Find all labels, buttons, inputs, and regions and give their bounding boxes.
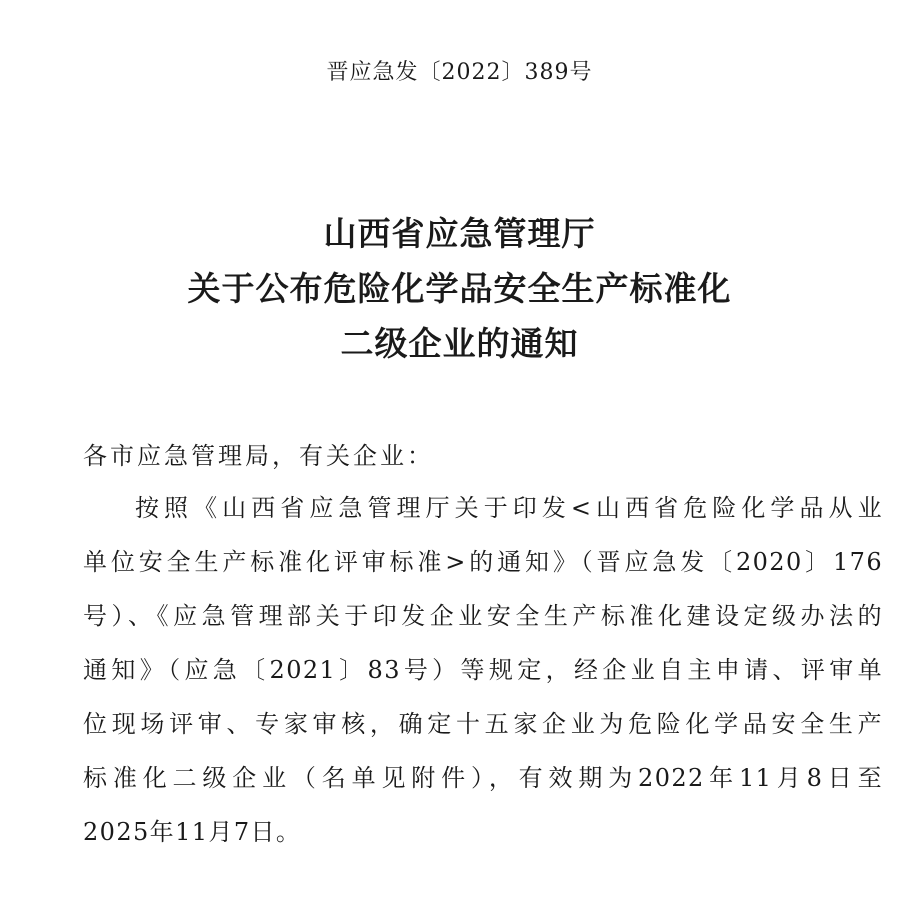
body-line: 标准化二级企业（名单见附件），有效期为2022年11月8日至 [83, 764, 883, 792]
document-title [0, 206, 919, 371]
title-line-2: 关于公布危险化学品安全生产标准化 [187, 269, 732, 308]
body-line: 位现场评审、专家审核，确定十五家企业为危险化学品安全生产 [83, 710, 883, 738]
title-line-3: 二级企业的通知 [340, 324, 579, 363]
body-line: 按照《山西省应急管理厅关于印发<山西省危险化学品从业 [135, 494, 883, 522]
body-line: 2025年11月7日。 [83, 818, 302, 846]
body-line: 单位安全生产标准化评审标准>的通知》（晋应急发〔2020〕176 [83, 548, 883, 576]
body-line: 通知》（应急〔2021〕83号）等规定，经企业自主申请、评审单 [83, 656, 883, 684]
title-line-1: 山西省应急管理厅 [323, 214, 596, 253]
document-number: 晋应急发〔2022〕389号 [326, 60, 593, 85]
body-paragraph [83, 488, 883, 866]
salutation: 各市应急管理局，有关企业： [83, 442, 434, 470]
body-line: 号）、《应急管理部关于印发企业安全生产标准化建设定级办法的 [83, 602, 883, 630]
